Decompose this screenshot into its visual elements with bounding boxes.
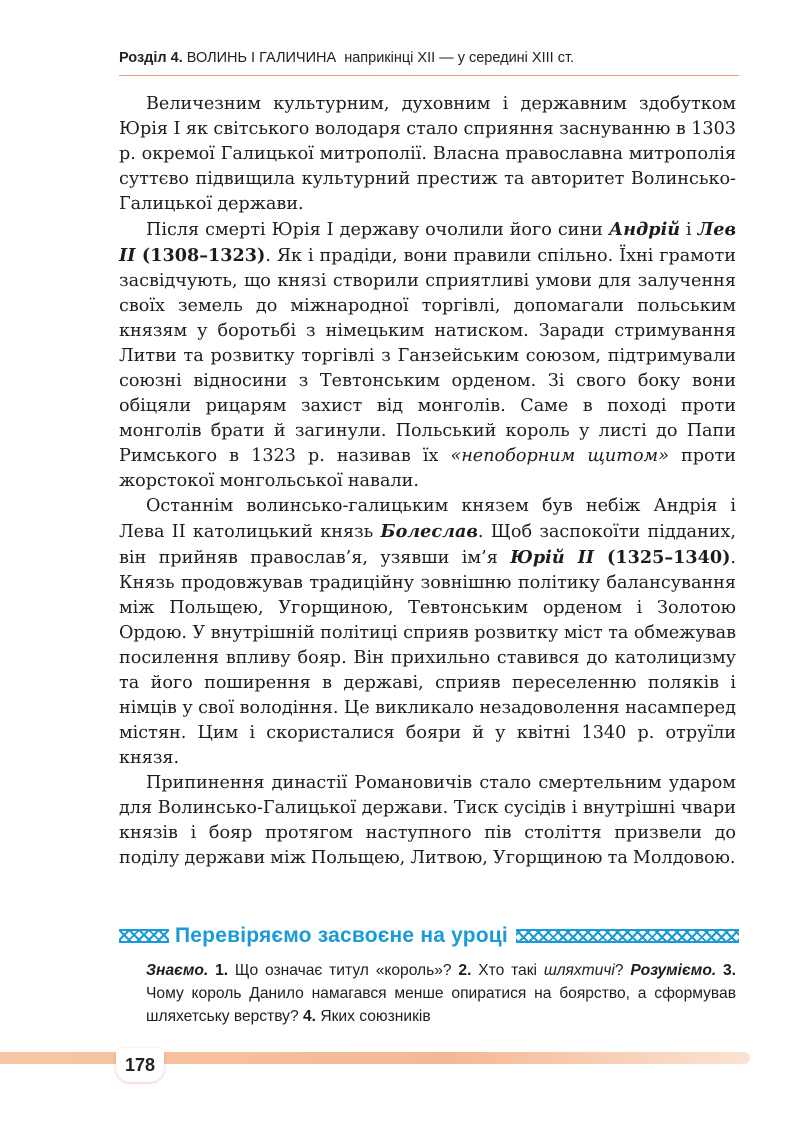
section-label: Розділ 4. [119, 50, 183, 66]
years-yuriy-ii: (1325–1340) [594, 547, 731, 568]
term-andriy: Андрій [608, 219, 681, 240]
review-questions: Знаємо. 1. Що означає титул «король»? 2. Хто такі шляхтичі? Розуміємо. 3. Чому король Данило намагався менше опиратися на боярство, а сформував шляхетську верству? 4. Яких союзників [146, 962, 736, 1025]
running-header [119, 50, 739, 66]
section-period: наприкінці XII — у середині XIII ст. [344, 50, 575, 66]
page-number: 178 [116, 1048, 164, 1082]
term-lev-ii: Лев II [119, 219, 736, 266]
main-text [119, 92, 736, 871]
term-yuriy-ii: Юрій II [510, 547, 595, 568]
paragraph-1: Величезним культурним, духовним і державним здобутком Юрія I як світського володаря стало сприяння заснуванню в 1303 р. окремої Галицької митрополії. Власна православна митрополія суттєво підвищила культурний престиж та авторитет Волинсько-Галицької держави. [119, 94, 736, 214]
section-title: ВОЛИНЬ І ГАЛИЧИНА [186, 50, 337, 66]
paragraph-4: Припинення династії Романовичів стало смертельним ударом для Волинсько-Галицької держави. Тиск сусідів і внутрішні чвари князів і бояр протягом наступного пів століття призвели до поділу держави між Польщею, Литвою, Угорщиною та Молдовою. [119, 773, 736, 868]
review-title: Перевіряємо засвоєне на уроці [175, 924, 508, 947]
term-boleslav: Болеслав [380, 521, 478, 542]
quote-shield: «непоборним щитом» [450, 446, 669, 466]
years-lev-andriy: (1308–1323) [135, 245, 266, 266]
label-znayemo: Знаємо. [146, 962, 209, 979]
ornament-right-icon [516, 929, 739, 943]
paragraph-3: Останнім волинсько-галицьким князем був небіж Андрія і Лева II католицький князь Болеслав. Щоб заспокоїти підданих, він прийняв православ’я, узявши ім’я Юрій II (1325–1340). Князь продовжував традиційну зовнішню політику балансування між Польщею, Угорщиною, Тевтонським орденом і Золотою Ордою. У внутрішній політиці сприяв розвитку міст та обмежував посилення впливу бояр. Він прихильно ставився до католицизму та його поширення в державі, сприяв переселенню поляків і німців у свої володіння. Це викликало незадоволення насамперед містян. Цим і скористалися бояри й у квітні 1340 р. отруїли князя. [119, 496, 736, 768]
header-divider [119, 75, 739, 76]
term-shlyakhtychi: шляхтичі [543, 962, 615, 979]
footer-bar [0, 1052, 750, 1064]
ornament-left-icon [119, 929, 169, 943]
label-rozumiyemo: Розуміємо. [630, 962, 717, 979]
review-section-header [119, 923, 739, 949]
paragraph-2: Після смерті Юрія I державу очолили його сини Андрій і Лев II (1308–1323). Як і прадіди, вони правили спільно. Їхні грамоти засвідчують, що князі створили сприятливі умови для залучення своїх земель до міжнародної торгівлі, допомагали польським князям у боротьбі з німецьким натиском. Заради стримування Литви та розвитку торгівлі з Ганзейським союзом, підтримували союзні відносини з Тевтонським орденом. Зі свого боку вони обіцяли рицарям захист від монголів. Саме в поході проти монголів брати й загинули. Польський король у листі до Папи Римського в 1323 р. називав їх «непоборним щитом» проти жорстокої монгольської навали. [119, 219, 737, 491]
